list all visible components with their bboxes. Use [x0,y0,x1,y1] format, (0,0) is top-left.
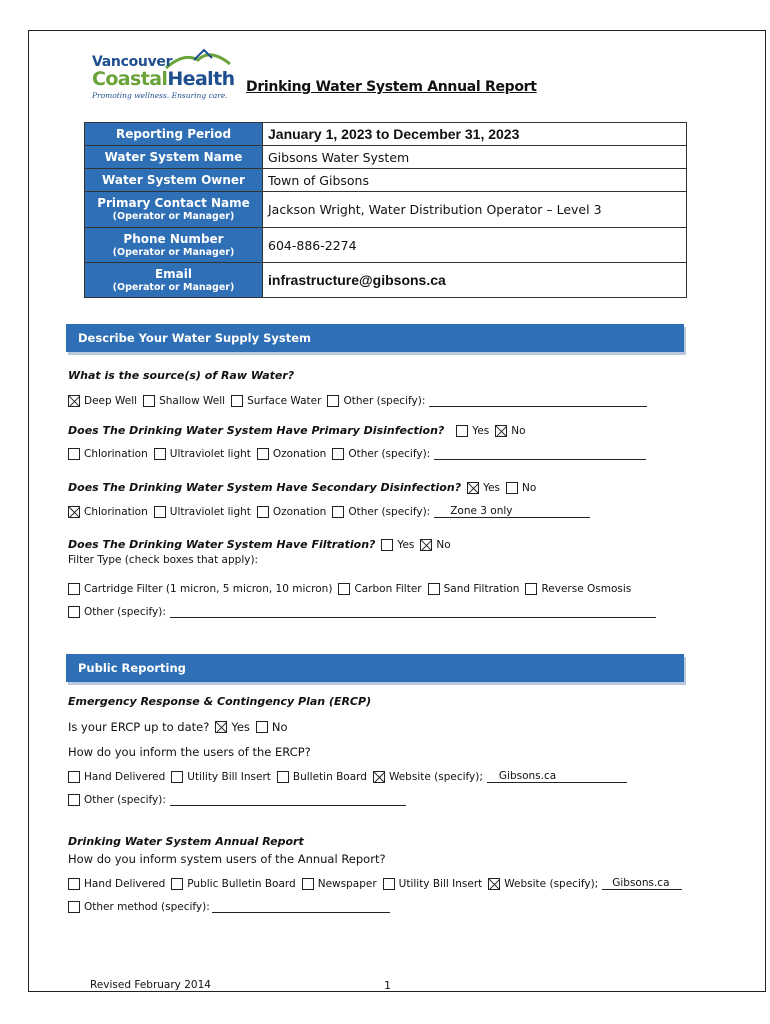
s-ozonation-label: Ozonation [272,505,327,518]
ar-other-label: Other method (specify): [84,901,210,913]
deep-well-checkbox[interactable] [68,395,80,407]
source-options [68,395,647,407]
secondary-yes-label: Yes [483,481,501,494]
secondary-question: Does The Drinking Water System Have Secondary Disinfection? [68,481,462,494]
ercp-bulletin-checkbox[interactable] [277,771,289,783]
deep-well-label: Deep Well [84,395,138,407]
email-value[interactable]: infrastructure@gibsons.ca [263,263,687,298]
ercp-other-field[interactable] [170,794,406,806]
system-owner-label: Water System Owner [85,169,263,192]
source-other-field[interactable] [429,395,647,407]
primary-methods [68,448,646,460]
primary-no-checkbox[interactable] [495,425,507,437]
ercp-other-row [68,794,406,806]
primary-no-label: No [511,424,526,437]
primary-disinfection-row [68,424,526,437]
ercp-row [68,720,288,734]
ro-checkbox[interactable] [525,583,537,595]
system-owner-value[interactable]: Town of Gibsons [263,169,687,192]
secondary-yes-checkbox[interactable] [467,482,479,494]
shallow-well-checkbox[interactable] [143,395,155,407]
info-table [84,122,687,298]
logo-tagline: Promoting wellness. Ensuring care. [92,91,228,100]
filtration-yes-checkbox[interactable] [381,539,393,551]
ercp-bulletin-label: Bulletin Board [292,770,367,783]
filter-type-label: Filter Type (check boxes that apply): [68,554,259,566]
p-other-field[interactable] [434,448,646,460]
ercp-utility-label: Utility Bill Insert [187,770,271,783]
p-chlorination-label: Chlorination [84,448,148,460]
surface-water-label: Surface Water [247,395,322,407]
ar-bulletin-label: Public Bulletin Board [187,877,296,890]
reporting-period-label: Reporting Period [85,123,263,146]
system-name-value[interactable]: Gibsons Water System [263,146,687,169]
cartridge-label: Cartridge Filter (1 micron, 5 micron, 10 micron) [84,583,333,595]
ercp-title: Emergency Response & Contingency Plan (ERCP) [68,695,372,708]
ercp-hand-label: Hand Delivered [84,770,166,783]
page-number: 1 [384,979,391,992]
p-ozonation-label: Ozonation [272,448,327,460]
filtration-question: Does The Drinking Water System Have Filtration? [68,538,376,551]
p-other-checkbox[interactable] [332,448,344,460]
ar-website-field[interactable]: Gibsons.ca [602,877,682,890]
ar-newspaper-label: Newspaper [317,877,377,890]
ercp-inform-options [68,770,627,783]
s-other-label: Other (specify): [348,505,431,518]
ar-hand-label: Hand Delivered [84,877,166,890]
source-other-label: Other (specify): [343,395,426,407]
s-other-field[interactable]: Zone 3 only [434,505,590,518]
logo-line2: CoastalHealth [92,68,235,90]
annual-inform-question: How do you inform system users of the Annual Report? [68,852,386,866]
filter-other-label: Other (specify): [84,606,166,618]
ar-utility-label: Utility Bill Insert [398,877,483,890]
filtration-no-label: No [436,538,451,551]
s-other-checkbox[interactable] [332,506,344,518]
sand-checkbox[interactable] [428,583,440,595]
ercp-question: Is your ERCP up to date? [68,720,210,734]
ercp-website-checkbox[interactable] [373,771,385,783]
ar-hand-checkbox[interactable] [68,878,80,890]
s-chlorination-checkbox[interactable] [68,506,80,518]
ro-label: Reverse Osmosis [541,583,632,595]
ar-utility-checkbox[interactable] [383,878,395,890]
ercp-yes-label: Yes [231,720,250,734]
ar-website-label: Website (specify); [504,877,599,890]
shallow-well-label: Shallow Well [159,395,226,407]
source-other-checkbox[interactable] [327,395,339,407]
secondary-no-checkbox[interactable] [506,482,518,494]
p-uv-label: Ultraviolet light [169,448,251,460]
annual-report-title: Drinking Water System Annual Report [68,835,304,848]
filter-other-field[interactable] [170,606,656,618]
ar-other-field[interactable] [212,901,390,913]
reporting-period-value[interactable]: January 1, 2023 to December 31, 2023 [263,123,687,146]
primary-question: Does The Drinking Water System Have Primary Disinfection? [68,424,445,437]
s-uv-checkbox[interactable] [154,506,166,518]
surface-water-checkbox[interactable] [231,395,243,407]
contact-value[interactable]: Jackson Wright, Water Distribution Operator – Level 3 [263,192,687,228]
ar-website-checkbox[interactable] [488,878,500,890]
filter-other-checkbox[interactable] [68,606,80,618]
phone-value[interactable]: 604-886-2274 [263,228,687,263]
logo-line1: Vancouver [92,54,173,70]
filter-other-row [68,606,656,618]
filtration-row [68,538,451,551]
secondary-methods [68,505,590,518]
ercp-inform-question: How do you inform the users of the ERCP? [68,745,311,759]
ercp-other-checkbox[interactable] [68,794,80,806]
s-ozonation-checkbox[interactable] [257,506,269,518]
supply-section-heading: Describe Your Water Supply System [66,324,684,352]
carbon-label: Carbon Filter [354,583,422,595]
ercp-utility-checkbox[interactable] [171,771,183,783]
ercp-website-field[interactable]: Gibsons.ca [487,770,627,783]
carbon-checkbox[interactable] [338,583,350,595]
ercp-yes-checkbox[interactable] [215,721,227,733]
p-uv-checkbox[interactable] [154,448,166,460]
document-title: Drinking Water System Annual Report [246,79,537,95]
p-chlorination-checkbox[interactable] [68,448,80,460]
ar-other-checkbox[interactable] [68,901,80,913]
ercp-other-label: Other (specify): [84,794,166,806]
s-uv-label: Ultraviolet light [169,505,251,518]
source-question: What is the source(s) of Raw Water? [68,369,295,382]
filter-options [68,583,631,595]
email-label: Email (Operator or Manager) [85,263,263,298]
filtration-yes-label: Yes [397,538,415,551]
public-section-heading: Public Reporting [66,654,684,682]
sand-label: Sand Filtration [443,583,520,595]
phone-label: Phone Number (Operator or Manager) [85,228,263,263]
p-ozonation-checkbox[interactable] [257,448,269,460]
ar-newspaper-checkbox[interactable] [302,878,314,890]
ercp-no-label: No [271,720,288,734]
contact-label: Primary Contact Name (Operator or Manager) [85,192,263,228]
primary-yes-checkbox[interactable] [456,425,468,437]
annual-inform-options [68,877,682,890]
ar-bulletin-checkbox[interactable] [171,878,183,890]
p-other-label: Other (specify): [348,448,431,460]
ar-other-row [68,901,390,913]
ercp-hand-checkbox[interactable] [68,771,80,783]
secondary-disinfection-row [68,481,536,494]
vch-logo [92,46,242,102]
revised-date: Revised February 2014 [90,979,211,991]
system-name-label: Water System Name [85,146,263,169]
secondary-no-label: No [522,481,537,494]
primary-yes-label: Yes [472,424,490,437]
s-chlorination-label: Chlorination [84,505,148,518]
ercp-no-checkbox[interactable] [256,721,268,733]
ercp-website-label: Website (specify); [388,770,483,783]
cartridge-checkbox[interactable] [68,583,80,595]
filtration-no-checkbox[interactable] [420,539,432,551]
